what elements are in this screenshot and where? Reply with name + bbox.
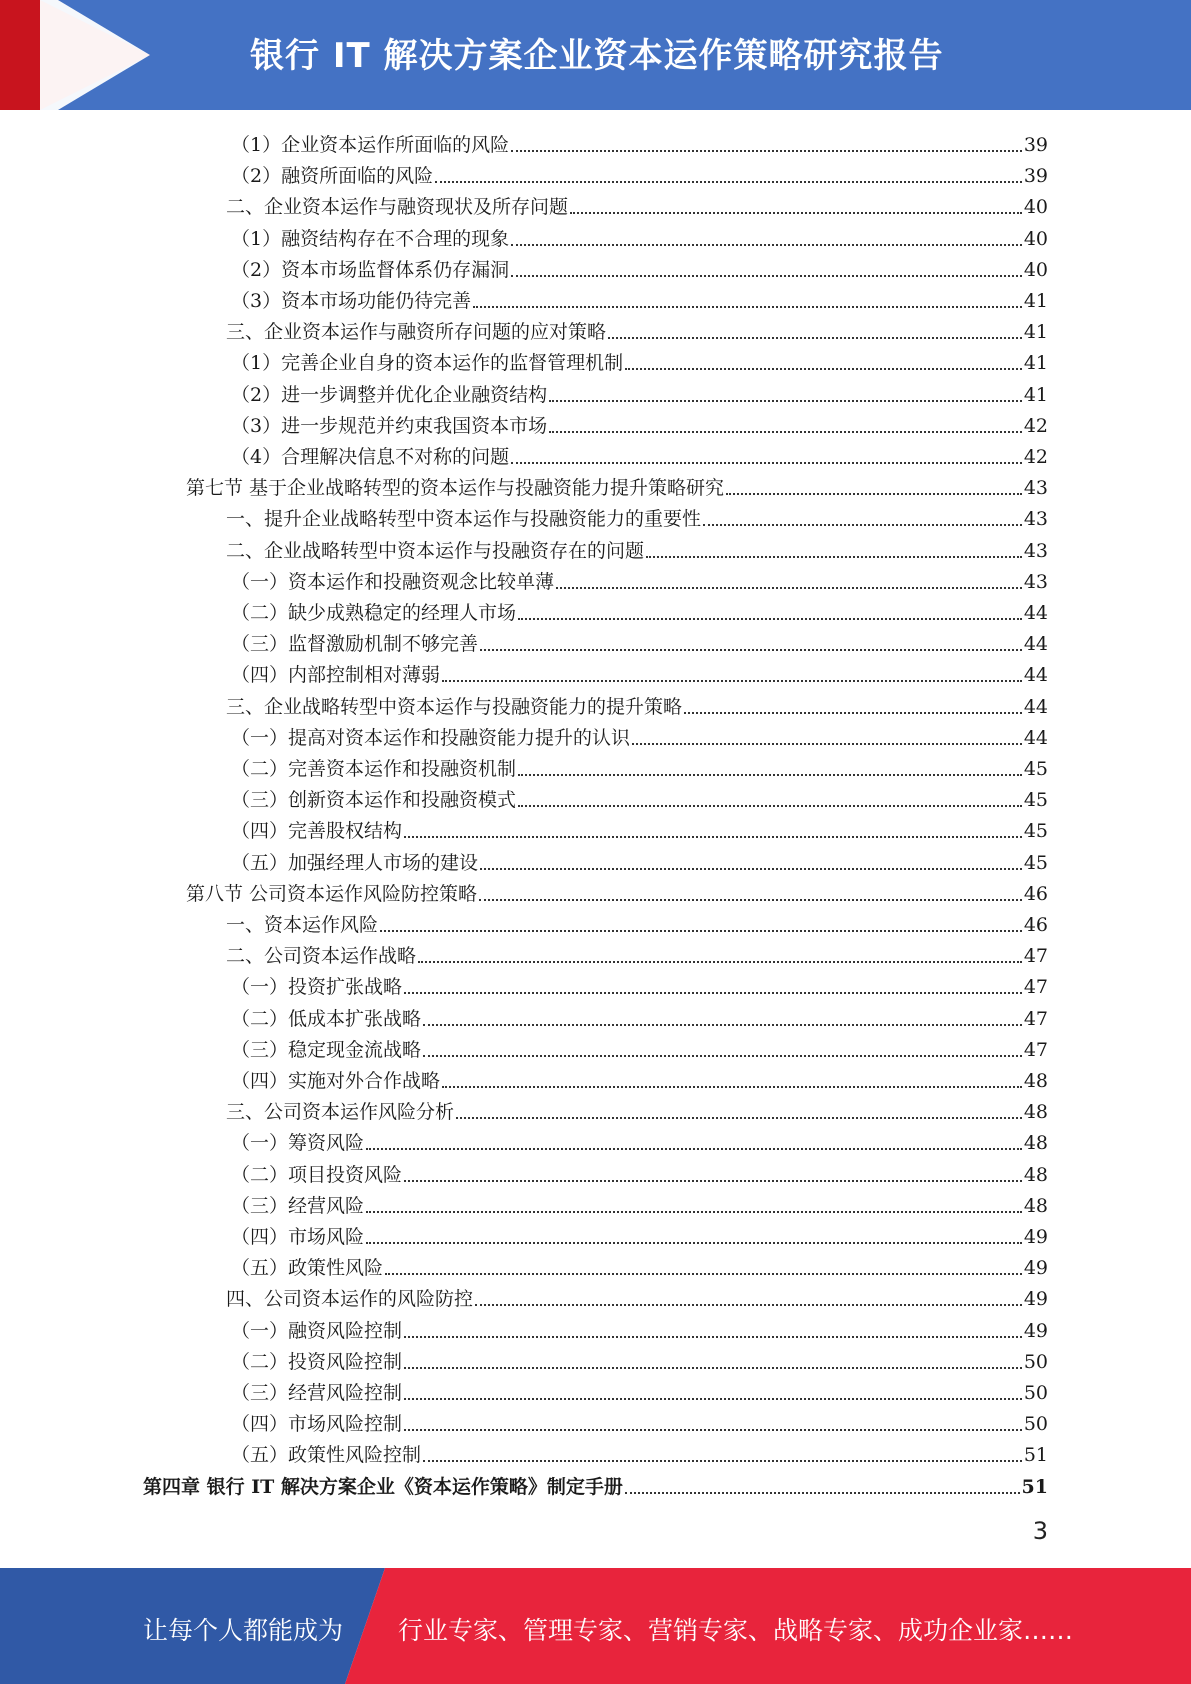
- toc-leader-dots: [404, 1336, 1022, 1338]
- toc-entry-title: 二、企业资本运作与融资现状及所存问题: [226, 196, 569, 219]
- toc-entry-title: （四）实施对外合作战略: [231, 1070, 441, 1092]
- toc-leader-dots: [703, 524, 1022, 526]
- toc-entry[interactable]: [231, 783, 1048, 813]
- toc-entry-title: （3）资本市场功能仍待完善: [231, 290, 472, 312]
- toc-entry[interactable]: [231, 346, 1048, 376]
- toc-entry-title: 三、企业战略转型中资本运作与投融资能力的提升策略: [226, 695, 683, 718]
- toc-entry[interactable]: [231, 846, 1048, 876]
- toc-entry[interactable]: [226, 1282, 1048, 1312]
- toc-entry-title: （二）缺少成熟稳定的经理人市场: [231, 602, 517, 624]
- toc-entry[interactable]: [231, 1376, 1048, 1406]
- toc-leader-dots: [404, 992, 1022, 994]
- toc-entry-page: 50: [1023, 1350, 1048, 1373]
- toc-entry-page: 48: [1023, 1101, 1048, 1124]
- toc-leader-dots: [475, 1304, 1022, 1306]
- toc-entry-title: （五）加强经理人市场的建设: [231, 851, 479, 874]
- toc-entry[interactable]: [231, 814, 1048, 844]
- toc-leader-dots: [423, 1460, 1022, 1462]
- toc-entry-page: 41: [1023, 290, 1048, 312]
- toc-entry-title: 第四章 银行 IT 解决方案企业《资本运作策略》制定手册: [143, 1475, 623, 1498]
- toc-entry[interactable]: [231, 1189, 1048, 1219]
- toc-entry-title: （五）政策性风险控制: [231, 1444, 422, 1467]
- toc-leader-dots: [570, 212, 1022, 214]
- header-arrow-icon: [0, 0, 160, 110]
- toc-entry-title: 一、提升企业战略转型中资本运作与投融资能力的重要性: [226, 508, 702, 531]
- toc-entry-page: 48: [1023, 1194, 1048, 1217]
- toc-entry[interactable]: [226, 315, 1048, 345]
- toc-entry[interactable]: [231, 1407, 1048, 1437]
- toc-leader-dots: [480, 868, 1022, 870]
- toc-entry-page: 51: [1021, 1475, 1048, 1498]
- toc-entry-title: 二、企业战略转型中资本运作与投融资存在的问题: [226, 539, 645, 562]
- toc-leader-dots: [518, 618, 1022, 620]
- toc-leader-dots: [404, 1180, 1022, 1182]
- toc-entry[interactable]: [231, 284, 1048, 314]
- toc-entry-title: （1）企业资本运作所面临的风险: [231, 134, 510, 156]
- toc-leader-dots: [442, 1086, 1022, 1088]
- page-number: 3: [1032, 1517, 1048, 1545]
- toc-entry-title: 三、企业资本运作与融资所存问题的应对策略: [226, 321, 607, 344]
- toc-leader-dots: [480, 649, 1022, 651]
- toc-entry-page: 45: [1023, 758, 1048, 780]
- toc-leader-dots: [418, 961, 1022, 963]
- toc-entry-title: （1）完善企业自身的资本运作的监督管理机制: [231, 352, 624, 375]
- toc-entry-title: 第八节 公司资本运作风险防控策略: [186, 882, 478, 905]
- toc-entry[interactable]: [226, 190, 1048, 220]
- toc-entry-title: （4）合理解决信息不对称的问题: [231, 446, 510, 468]
- toc-leader-dots: [366, 1242, 1022, 1244]
- toc-entry-page: 42: [1023, 446, 1048, 468]
- toc-entry-title: （三）创新资本运作和投融资模式: [231, 789, 517, 812]
- toc-entry-title: （一）筹资风险: [231, 1132, 365, 1155]
- toc-entry[interactable]: [226, 1095, 1048, 1125]
- toc-entry[interactable]: [231, 222, 1048, 252]
- toc-entry[interactable]: [143, 1470, 1048, 1500]
- toc-entry[interactable]: [226, 690, 1048, 720]
- report-title: 银行 IT 解决方案企业资本运作策略研究报告: [250, 36, 944, 76]
- toc-entry-page: 40: [1023, 258, 1048, 281]
- toc-entry-page: 46: [1023, 914, 1048, 936]
- page-header: [0, 0, 1191, 110]
- toc-entry-page: 41: [1023, 321, 1048, 344]
- toc-entry[interactable]: [231, 1345, 1048, 1375]
- toc-entry[interactable]: [231, 1220, 1048, 1250]
- toc-leader-dots: [518, 805, 1022, 807]
- toc-leader-dots: [511, 244, 1022, 246]
- toc-entry-page: 43: [1023, 508, 1048, 531]
- toc-entry[interactable]: [231, 970, 1048, 1000]
- toc-entry-page: 47: [1023, 1038, 1048, 1061]
- footer-slogan-right: 行业专家、管理专家、营销专家、战略专家、成功企业家……: [398, 1616, 1074, 1645]
- toc-entry[interactable]: [231, 128, 1048, 158]
- toc-leader-dots: [404, 1429, 1022, 1431]
- toc-entry-title: 第七节 基于企业战略转型的资本运作与投融资能力提升策略研究: [186, 477, 725, 500]
- toc-entry-page: 50: [1023, 1382, 1048, 1404]
- toc-entry-page: 49: [1023, 1319, 1048, 1342]
- toc-entry-title: （2）融资所面临的风险: [231, 165, 434, 188]
- toc-entry-title: （四）完善股权结构: [231, 820, 403, 843]
- toc-entry[interactable]: [226, 502, 1048, 532]
- toc-leader-dots: [404, 1398, 1022, 1400]
- toc-leader-dots: [549, 400, 1022, 402]
- toc-entry-page: 49: [1023, 1226, 1048, 1248]
- toc-entry-title: （三）经营风险控制: [231, 1382, 403, 1404]
- toc-entry[interactable]: [231, 1064, 1048, 1094]
- toc-entry-title: （二）投资风险控制: [231, 1350, 403, 1373]
- toc-entry-title: （3）进一步规范并约束我国资本市场: [231, 414, 548, 437]
- toc-entry-title: 一、资本运作风险: [226, 914, 379, 936]
- toc-entry-page: 45: [1023, 789, 1048, 812]
- page-footer: [0, 1568, 1191, 1684]
- toc-entry-page: 39: [1023, 165, 1048, 188]
- toc-entry-title: 三、公司资本运作风险分析: [226, 1101, 455, 1124]
- toc-leader-dots: [380, 930, 1022, 932]
- toc-entry-page: 40: [1023, 227, 1048, 250]
- toc-entry-page: 41: [1023, 352, 1048, 375]
- toc-entry-page: 42: [1023, 414, 1048, 437]
- toc-leader-dots: [479, 899, 1022, 901]
- toc-entry[interactable]: [231, 596, 1048, 626]
- toc-entry[interactable]: [231, 409, 1048, 439]
- toc-entry-page: 48: [1023, 1070, 1048, 1092]
- toc-entry[interactable]: [231, 159, 1048, 189]
- toc-entry-page: 45: [1023, 851, 1048, 874]
- toc-entry-page: 50: [1023, 1413, 1048, 1436]
- toc-leader-dots: [456, 1117, 1022, 1119]
- toc-leader-dots: [423, 1024, 1022, 1026]
- toc-entry[interactable]: [226, 939, 1048, 969]
- toc-entry-title: （三）经营风险: [231, 1194, 365, 1217]
- toc-entry-page: 40: [1023, 196, 1048, 219]
- toc-leader-dots: [366, 1211, 1022, 1213]
- toc-entry[interactable]: [226, 908, 1048, 938]
- toc-leader-dots: [684, 712, 1022, 714]
- toc-entry-title: （一）资本运作和投融资观念比较单薄: [231, 570, 555, 593]
- toc-entry[interactable]: [231, 1314, 1048, 1344]
- toc-entry-title: （二）完善资本运作和投融资机制: [231, 758, 517, 780]
- toc-entry-page: 43: [1023, 477, 1048, 500]
- toc-leader-dots: [625, 1492, 1020, 1494]
- toc-entry-page: 41: [1023, 383, 1048, 406]
- toc-entry-page: 49: [1023, 1257, 1048, 1280]
- toc-leader-dots: [404, 836, 1022, 838]
- toc-entry-page: 47: [1023, 1007, 1048, 1030]
- toc-entry-page: 49: [1023, 1288, 1048, 1311]
- toc-entry-title: （四）内部控制相对薄弱: [231, 664, 441, 687]
- toc-entry-page: 47: [1023, 976, 1048, 999]
- toc-entry-page: 48: [1023, 1132, 1048, 1155]
- toc-entry-page: 46: [1023, 882, 1048, 905]
- toc-entry-page: 43: [1023, 539, 1048, 562]
- toc-entry-title: （四）市场风险: [231, 1226, 365, 1248]
- toc-leader-dots: [625, 368, 1022, 370]
- toc-entry[interactable]: [186, 877, 1048, 907]
- toc-entry-title: （1）融资结构存在不合理的现象: [231, 227, 510, 250]
- toc-entry-page: 44: [1023, 633, 1048, 656]
- toc-leader-dots: [518, 774, 1022, 776]
- toc-leader-dots: [549, 431, 1022, 433]
- toc-leader-dots: [632, 743, 1022, 745]
- toc-entry[interactable]: [231, 1002, 1048, 1032]
- toc-entry[interactable]: [231, 378, 1048, 408]
- toc-entry-page: 48: [1023, 1163, 1048, 1186]
- toc-entry-title: （二）项目投资风险: [231, 1163, 403, 1186]
- toc-entry[interactable]: [231, 1158, 1048, 1188]
- toc-entry-title: （三）稳定现金流战略: [231, 1038, 422, 1061]
- toc-entry[interactable]: [231, 1438, 1048, 1468]
- toc-entry[interactable]: [226, 534, 1048, 564]
- toc-entry-title: （2）进一步调整并优化企业融资结构: [231, 383, 548, 406]
- toc-leader-dots: [473, 306, 1022, 308]
- toc-entry-page: 43: [1023, 570, 1048, 593]
- toc-entry[interactable]: [231, 1126, 1048, 1156]
- toc-leader-dots: [556, 587, 1022, 589]
- toc-leader-dots: [423, 1055, 1022, 1057]
- toc-leader-dots: [442, 680, 1022, 682]
- toc-leader-dots: [608, 337, 1022, 339]
- toc-entry[interactable]: [231, 440, 1048, 470]
- toc-entry[interactable]: [231, 658, 1048, 688]
- toc-entry-page: 47: [1023, 945, 1048, 968]
- toc-leader-dots: [511, 275, 1022, 277]
- toc-entry-title: （五）政策性风险: [231, 1257, 384, 1280]
- toc-entry-page: 44: [1023, 726, 1048, 749]
- toc-entry-page: 39: [1023, 134, 1048, 156]
- toc-entry-page: 44: [1023, 695, 1048, 718]
- toc-entry[interactable]: [231, 1033, 1048, 1063]
- toc-entry[interactable]: [231, 752, 1048, 782]
- toc-leader-dots: [435, 181, 1022, 183]
- toc-entry[interactable]: [231, 1251, 1048, 1281]
- toc-entry-title: （四）市场风险控制: [231, 1413, 403, 1436]
- toc-entry-title: 二、公司资本运作战略: [226, 945, 417, 968]
- toc-entry-page: 45: [1023, 820, 1048, 843]
- toc-leader-dots: [511, 462, 1022, 464]
- toc-entry-title: （三）监督激励机制不够完善: [231, 633, 479, 656]
- toc-entry-title: （二）低成本扩张战略: [231, 1007, 422, 1030]
- toc-leader-dots: [726, 493, 1022, 495]
- toc-leader-dots: [511, 150, 1022, 152]
- toc-entry[interactable]: [231, 721, 1048, 751]
- footer-slogan-left: 让每个人都能成为: [143, 1616, 344, 1645]
- toc-leader-dots: [366, 1148, 1022, 1150]
- toc-entry[interactable]: [231, 565, 1048, 595]
- toc-entry-page: 51: [1023, 1444, 1048, 1467]
- toc-entry-page: 44: [1023, 664, 1048, 687]
- toc-entry-title: （2）资本市场监督体系仍存漏洞: [231, 258, 510, 281]
- toc-leader-dots: [385, 1273, 1022, 1275]
- toc-entry[interactable]: [231, 627, 1048, 657]
- toc-entry[interactable]: [231, 253, 1048, 283]
- toc-entry-title: （一）提高对资本运作和投融资能力提升的认识: [231, 726, 631, 749]
- toc-leader-dots: [646, 556, 1022, 558]
- toc-entry[interactable]: [186, 471, 1048, 501]
- toc-entry-page: 44: [1023, 602, 1048, 624]
- toc-leader-dots: [404, 1367, 1022, 1369]
- toc-entry-title: （一）融资风险控制: [231, 1319, 403, 1342]
- toc-entry-title: （一）投资扩张战略: [231, 976, 403, 999]
- toc-entry-title: 四、公司资本运作的风险防控: [226, 1288, 474, 1311]
